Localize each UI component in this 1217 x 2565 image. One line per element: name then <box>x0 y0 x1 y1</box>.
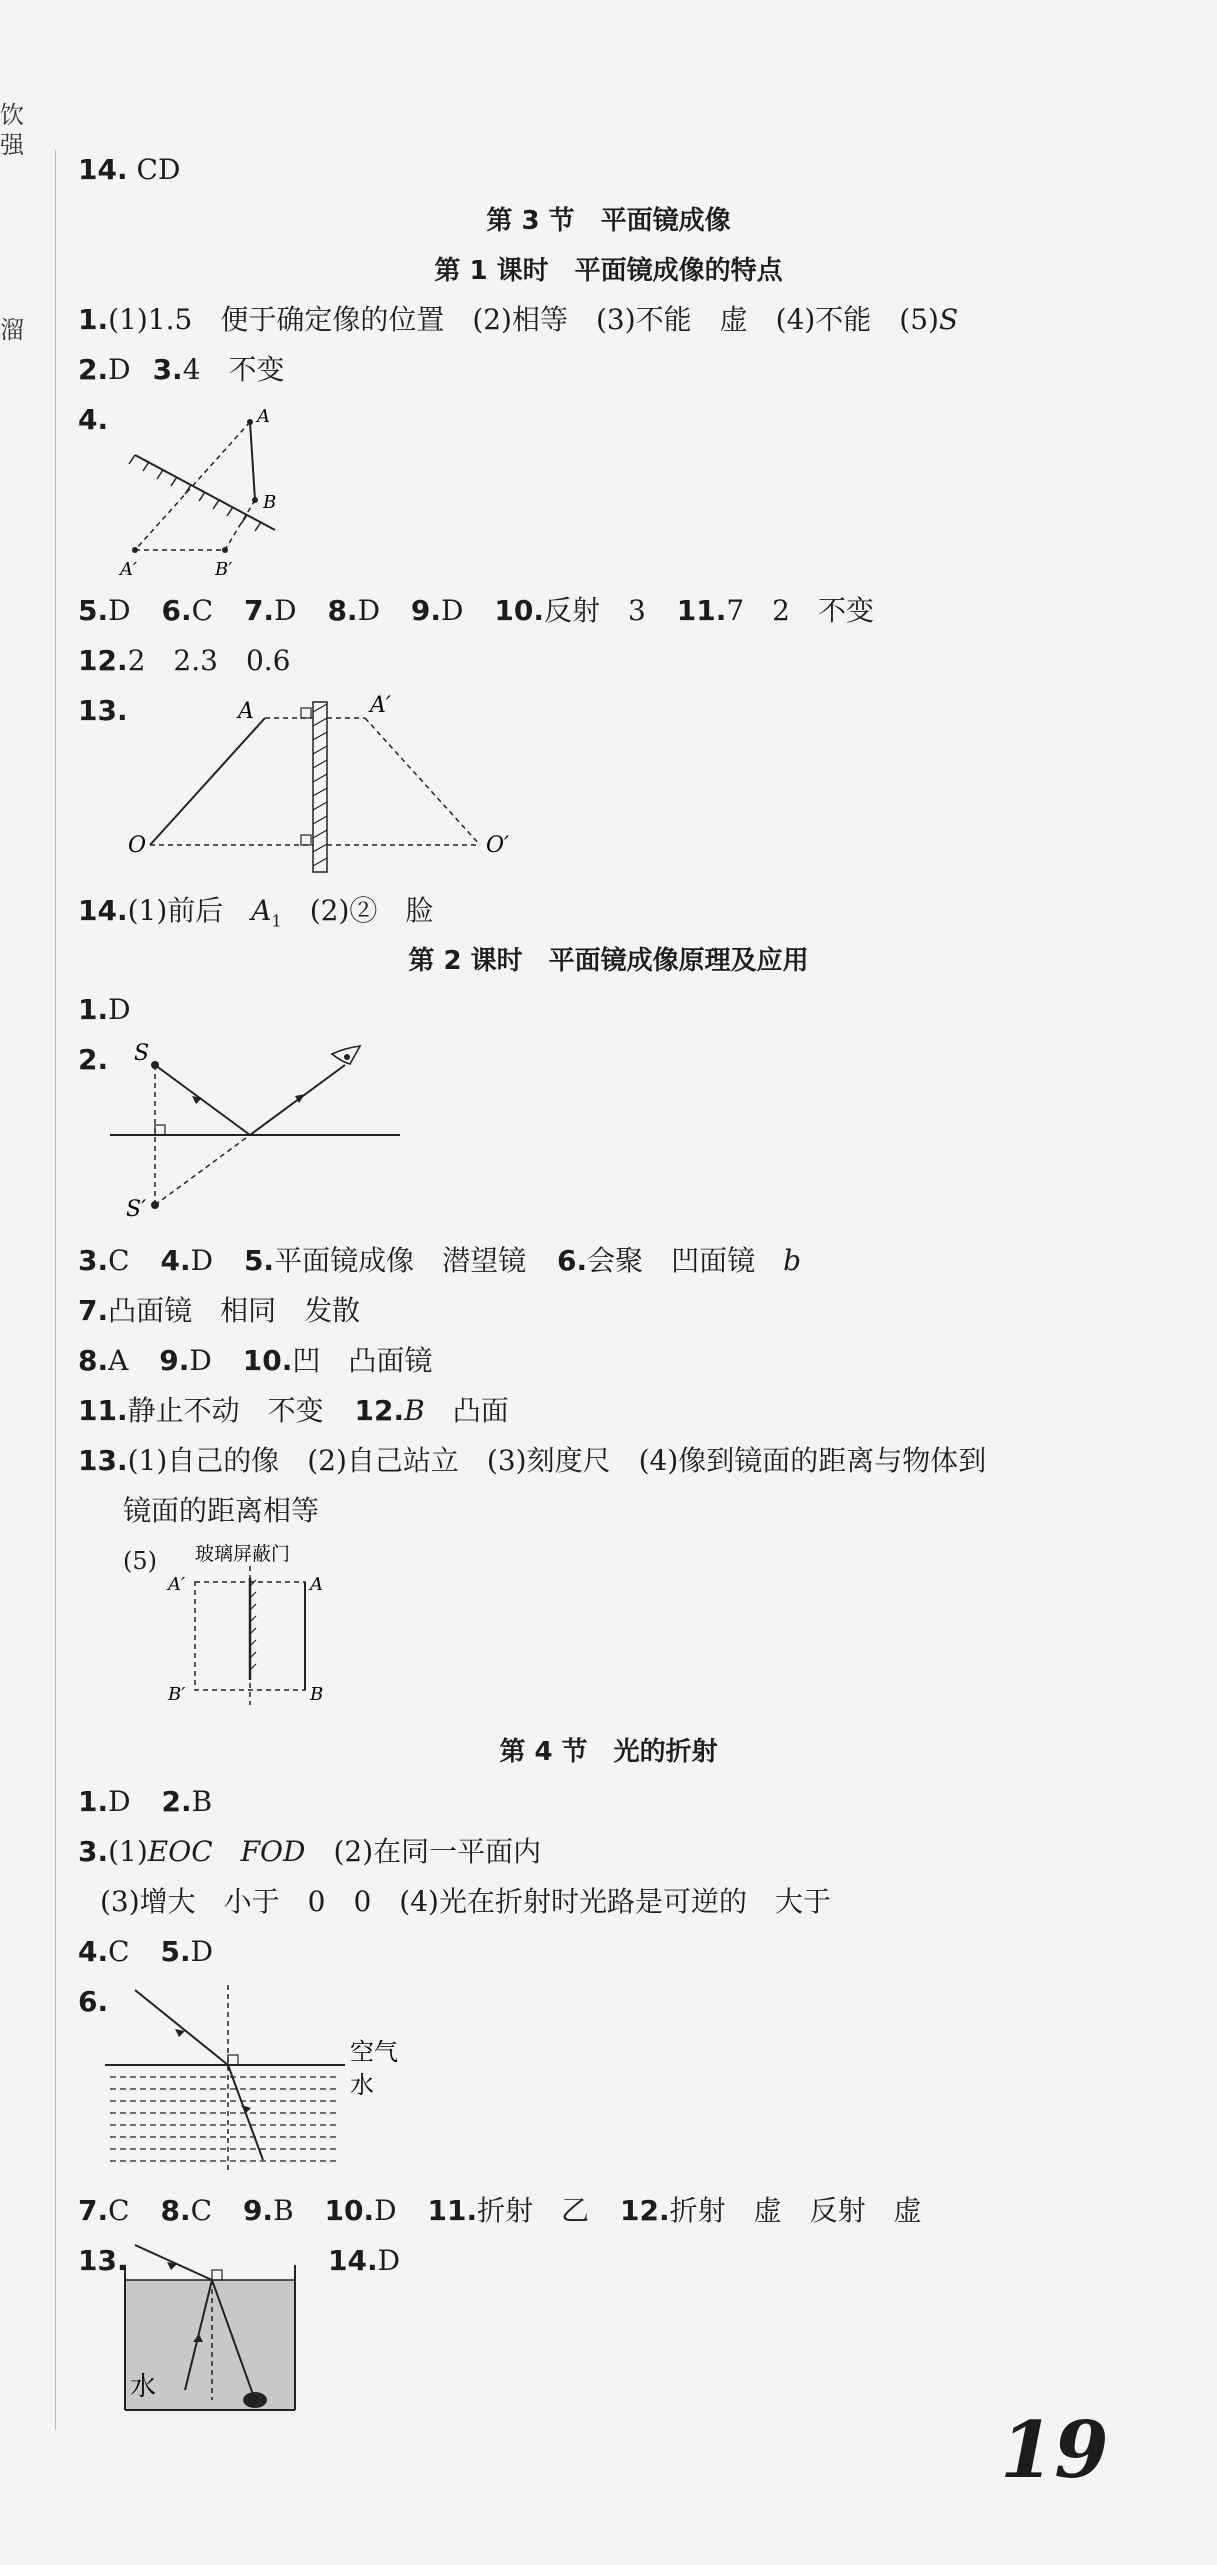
answer-line: 4.C 5.D <box>78 1935 214 1968</box>
section-title: 第 4 节 光的折射 <box>499 1737 718 1767</box>
answer-line: 14.D <box>328 2244 401 2277</box>
answer-line: 12.2 2.3 0.6 <box>78 644 291 677</box>
answer-line: 3.C 4.D 5.平面镜成像 潜望镜 6.会聚 凹面镜 b <box>78 1244 802 1277</box>
refraction-diagram <box>105 1975 425 2175</box>
answer-line: 7.凸面镜 相同 发散 <box>78 1294 361 1327</box>
point-label: B <box>263 492 277 513</box>
answer-line: 2.D 3.4 不变 <box>78 353 285 386</box>
edge-fragment: 强 <box>0 131 24 159</box>
point-label: A′ <box>168 1574 186 1595</box>
answer-line: 3.(1)EOC FOD (2)在同一平面内 <box>78 1835 542 1868</box>
answer-line: 8.A 9.D 10.凹 凸面镜 <box>78 1344 433 1377</box>
point-label: S <box>134 1041 150 1066</box>
medium-label: 水 <box>130 2372 157 2402</box>
point-label: S′ <box>126 1197 147 1220</box>
mirror-diagram <box>115 400 295 580</box>
answer-line: 4. <box>78 403 109 436</box>
point-label: B′ <box>168 1684 186 1705</box>
answer-line: 11.静止不动 不变 12.B 凸面 <box>78 1394 509 1427</box>
answer-line: 镜面的距离相等 <box>123 1494 320 1527</box>
answer-line: 2. <box>78 1043 109 1076</box>
edge-fragment: 饮 <box>0 101 24 129</box>
answer-line: (5) <box>123 1547 157 1575</box>
point-label: A <box>310 1574 323 1595</box>
medium-label: 水 <box>350 2071 374 2099</box>
point-label: O′ <box>486 833 510 858</box>
point-label: B <box>310 1684 324 1705</box>
answer-line: 13.(1)自己的像 (2)自己站立 (3)刻度尺 (4)像到镜面的距离与物体到 <box>78 1444 987 1477</box>
column-divider <box>55 150 56 2430</box>
answer-line: (3)增大 小于 0 0 (4)光在折射时光路是可逆的 大于 <box>100 1885 831 1918</box>
edge-fragment: 溜 <box>0 316 24 344</box>
lesson-title: 第 1 课时 平面镜成像的特点 <box>434 256 783 286</box>
figure-caption: 玻璃屏蔽门 <box>195 1543 291 1565</box>
medium-label: 空气 <box>350 2038 398 2066</box>
screen-door-diagram <box>160 1540 350 1715</box>
answer-line: 5.D 6.C 7.D 8.D 9.D 10.反射 3 11.7 2 不变 <box>78 594 874 627</box>
lesson-title: 第 2 课时 平面镜成像原理及应用 <box>408 946 809 976</box>
section-title: 第 3 节 平面镜成像 <box>486 206 731 236</box>
answer-line: 13. <box>78 694 128 727</box>
answer-line: 13. <box>78 2244 128 2277</box>
point-label: A′ <box>370 693 391 718</box>
answer-line: 1.(1)1.5 便于确定像的位置 (2)相等 (3)不能 虚 (4)不能 (5)S <box>78 303 959 336</box>
point-label: B′ <box>215 559 233 580</box>
page-number: 19 <box>1000 2405 1109 2496</box>
answer-line: 6. <box>78 1985 109 2018</box>
answer-line: 1.D 2.B <box>78 1785 213 1818</box>
point-label: A′ <box>120 559 138 580</box>
reflection-diagram <box>110 1040 410 1220</box>
answer-line: 14. CD <box>78 153 181 186</box>
point-label: A <box>238 699 254 724</box>
answer-line: 1.D <box>78 993 131 1026</box>
mirror-diagram-symmetric <box>120 680 520 880</box>
water-tank-diagram <box>115 2240 315 2420</box>
answer-line: 14.(1)前后 $A_1$ (2)② 脸 <box>78 894 434 931</box>
answer-line: 7.C 8.C 9.B 10.D 11.折射 乙 12.折射 虚 反射 虚 <box>78 2194 922 2227</box>
point-label: O <box>128 833 147 858</box>
point-label: A <box>257 406 270 427</box>
